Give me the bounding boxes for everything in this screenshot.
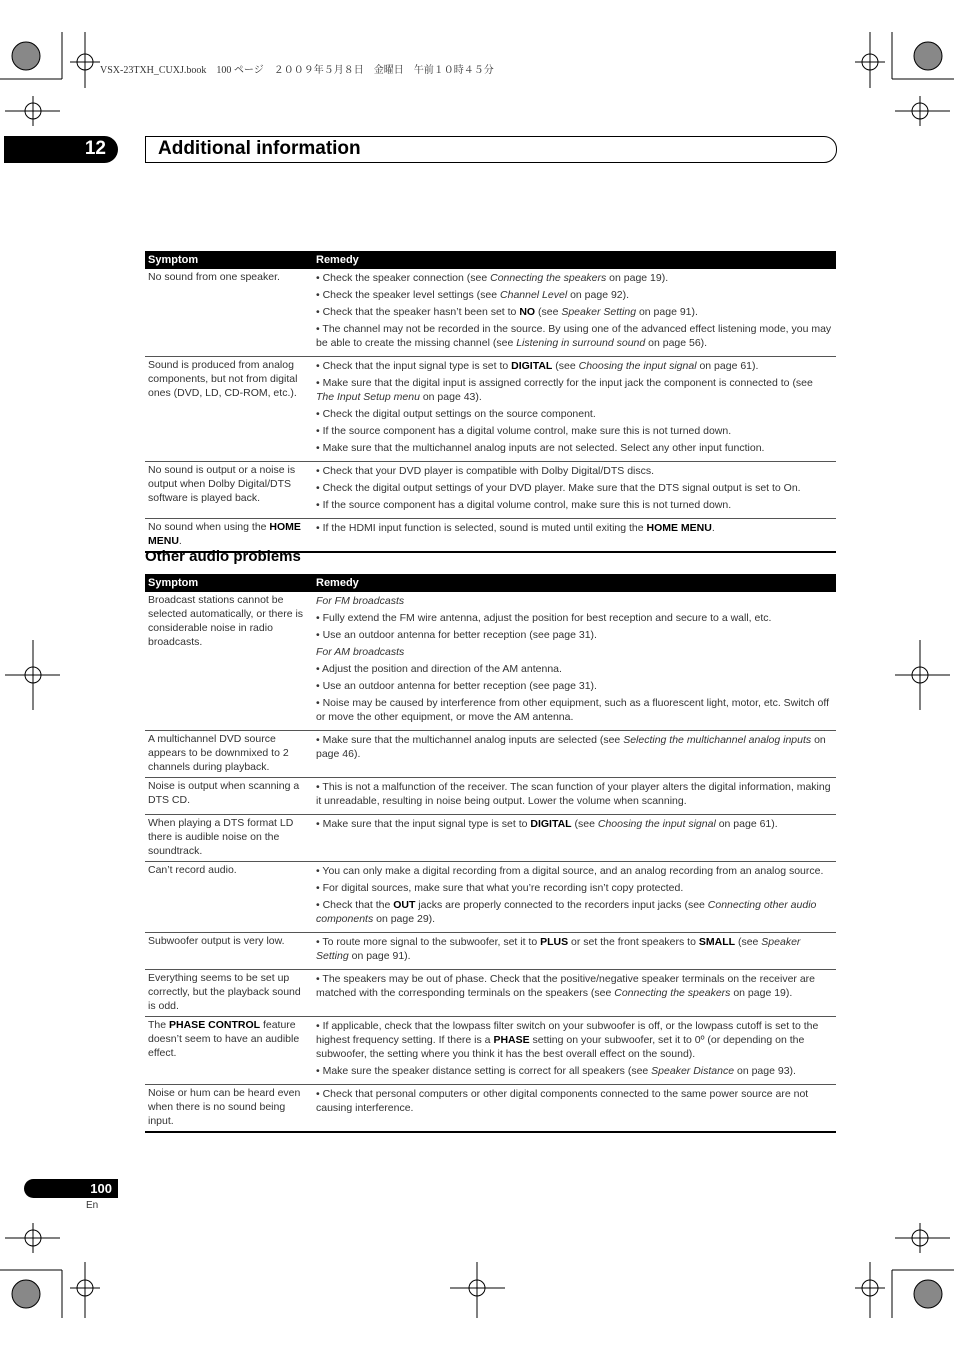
remedy-item: • Make sure the speaker distance setting is correct for all speakers (see Speaker Distance on page 93). — [316, 1065, 796, 1077]
remedy-header: Remedy — [313, 574, 836, 592]
table-row — [145, 269, 836, 357]
symptom-header: Symptom — [145, 574, 313, 592]
symptom-cell: No sound from one speaker. — [145, 269, 313, 357]
remedy-cell — [313, 592, 836, 731]
symptom-cell: When playing a DTS format LD there is audible noise on the soundtrack. — [145, 815, 313, 862]
symptom-cell: Broadcast stations cannot be selected automatically, or there is considerable noise in radio broadcasts. — [145, 592, 313, 731]
reference-link-text: Connecting other audio components — [316, 899, 817, 925]
reference-link-text: Connecting the speakers — [614, 987, 731, 999]
remedy-item — [316, 645, 833, 659]
remedy-item: • If the source component has a digital volume control, make sure this is not turned down. — [316, 425, 732, 437]
remedy-item: • Check that the speaker hasn’t been set to NO (see Speaker Setting on page 91). — [316, 306, 698, 318]
remedy-cell — [313, 519, 836, 553]
reference-link-text: Listening in surround sound — [516, 337, 646, 349]
bold-term: PHASE CONTROL — [169, 1019, 261, 1031]
chapter-badge — [4, 136, 118, 163]
remedy-item: • Make sure that the multichannel analog inputs are selected (see Selecting the multichannel analog inputs on page 46). — [316, 734, 826, 760]
remedy-item: • Make sure that the multichannel analog inputs are not selected. Select any other input function. — [316, 442, 765, 454]
reference-link-text: Choosing the input signal — [578, 360, 697, 372]
reference-link-text: For AM broadcasts — [316, 646, 405, 658]
bold-term: NO — [519, 306, 536, 318]
remedy-cell — [313, 933, 836, 970]
remedy-item: • The speakers may be out of phase. Check that the positive/negative speaker terminals on the receiver are matched with the corresponding terminals on the speakers (see Connecting the speakers on page 19). — [316, 973, 816, 999]
reference-link-text: Choosing the input signal — [597, 818, 716, 830]
remedy-item: • Noise may be caused by interference from other equipment, such as a fluorescent light, motor, etc. Switch off or move the other equipment, or move the AM antenna. — [316, 697, 829, 723]
symptom-cell: Can’t record audio. — [145, 862, 313, 933]
reference-link-text: Connecting the speakers — [490, 272, 607, 284]
symptom-table-1 — [145, 251, 836, 553]
remedy-item: • To route more signal to the subwoofer, set it to PLUS or set the front speakers to SMALL (see Speaker Setting on page 91). — [316, 936, 801, 962]
remedy-item: • Make sure that the input signal type is set to DIGITAL (see Choosing the input signal on page 61). — [316, 818, 778, 830]
page-number-badge — [24, 1179, 118, 1198]
remedy-item: • Check the digital output settings of your DVD player. Make sure that the DTS signal output is set to On. — [316, 482, 801, 494]
table-row — [145, 462, 836, 519]
symptom-table-2 — [145, 574, 836, 1133]
table-row — [145, 933, 836, 970]
remedy-cell — [313, 731, 836, 778]
symptom-header: Symptom — [145, 251, 313, 269]
table-row — [145, 731, 836, 778]
remedy-cell — [313, 462, 836, 519]
page-language: En — [86, 1200, 99, 1211]
chapter-title: Additional information — [158, 138, 361, 159]
remedy-item: • Use an outdoor antenna for better reception (see page 31). — [316, 680, 597, 692]
bold-term: HOME MENU — [646, 522, 712, 534]
remedy-cell — [313, 862, 836, 933]
remedy-cell — [313, 970, 836, 1017]
remedy-cell — [313, 778, 836, 815]
reference-link-text: Selecting the multichannel analog inputs — [623, 734, 812, 746]
reference-link-text: For FM broadcasts — [316, 595, 405, 607]
table-row — [145, 815, 836, 862]
symptom-cell: Noise is output when scanning a DTS CD. — [145, 778, 313, 815]
remedy-item: • Adjust the position and direction of the AM antenna. — [316, 663, 562, 675]
reference-link-text: Speaker Setting — [316, 936, 801, 962]
remedy-cell — [313, 269, 836, 357]
bold-term: PHASE — [493, 1034, 530, 1046]
remedy-cell — [313, 1085, 836, 1133]
table-row — [145, 970, 836, 1017]
symptom-cell: Noise or hum can be heard even when there is no sound being input. — [145, 1085, 313, 1133]
table-row — [145, 862, 836, 933]
remedy-item: • Check that your DVD player is compatible with Dolby Digital/DTS discs. — [316, 465, 655, 477]
bold-term: DIGITAL — [530, 818, 572, 830]
table-row — [145, 1085, 836, 1133]
remedy-item: • Make sure that the digital input is assigned correctly for the input jack the component is connected to (see The Input Setup menu on page 43). — [316, 377, 813, 403]
remedy-item: • Fully extend the FM wire antenna, adjust the position for best reception and secure to a wall, etc. — [316, 612, 772, 624]
bold-term: DIGITAL — [511, 360, 553, 372]
table-row — [145, 778, 836, 815]
symptom-cell: No sound when using the HOME MENU. — [145, 519, 313, 553]
remedy-item: • If applicable, check that the lowpass filter switch on your subwoofer is off, or the lowpass cutoff is set to the highest frequency setting. If there is a PHASE setting on your subwoofer, set it to 0º (or depending on the subwoofer, the setting where you think it has the best overall effect on the sound). — [316, 1020, 819, 1060]
remedy-item: • Check the speaker level settings (see Channel Level on page 92). — [316, 289, 630, 301]
symptom-cell: No sound is output or a noise is output when Dolby Digital/DTS software is played back. — [145, 462, 313, 519]
table-row — [145, 1017, 836, 1085]
bold-term: OUT — [393, 899, 416, 911]
reference-link-text: Channel Level — [500, 289, 568, 301]
section-title-other-audio: Other audio problems — [145, 548, 301, 565]
table-row — [145, 357, 836, 462]
remedy-cell — [313, 815, 836, 862]
remedy-item: • Check the digital output settings on the source component. — [316, 408, 596, 420]
remedy-item: • Check that the input signal type is set to DIGITAL (see Choosing the input signal on page 61). — [316, 360, 759, 372]
chapter-title-box — [145, 136, 837, 163]
remedy-item: • If the source component has a digital volume control, make sure this is not turned down. — [316, 499, 732, 511]
reference-link-text: Speaker Distance — [651, 1065, 735, 1077]
symptom-cell: Everything seems to be set up correctly, but the playback sound is odd. — [145, 970, 313, 1017]
page-number: 100 — [90, 1181, 112, 1196]
symptom-cell: A multichannel DVD source appears to be downmixed to 2 channels during playback. — [145, 731, 313, 778]
symptom-cell: The PHASE CONTROL feature doesn’t seem to have an audible effect. — [145, 1017, 313, 1085]
remedy-item: • For digital sources, make sure that what you’re recording isn’t copy protected. — [316, 882, 684, 894]
remedy-item: • This is not a malfunction of the receiver. The scan function of your player alters the digital information, making it unreadable, resulting in noise being output. Lower the volume when scanning. — [316, 781, 831, 807]
reference-link-text: The Input Setup menu — [316, 391, 420, 403]
remedy-item — [316, 594, 833, 608]
remedy-header: Remedy — [313, 251, 836, 269]
bold-term: HOME MENU — [148, 521, 301, 547]
chapter-number: 12 — [84, 138, 106, 159]
remedy-cell — [313, 1017, 836, 1085]
print-header: VSX-23TXH_CUXJ.book 100 ページ ２００９年５月８日 金曜日 午前１０時４５分 — [100, 65, 494, 76]
remedy-item: • Check that the OUT jacks are properly connected to the recorders input jacks (see Connecting other audio components on page 29). — [316, 899, 817, 925]
remedy-item: • Check that personal computers or other digital components connected to the same power source are not causing interference. — [316, 1088, 809, 1114]
symptom-cell: Subwoofer output is very low. — [145, 933, 313, 970]
remedy-item: • If the HDMI input function is selected, sound is muted until exiting the HOME MENU. — [316, 522, 715, 534]
remedy-item: • Use an outdoor antenna for better reception (see page 31). — [316, 629, 597, 641]
bold-term: PLUS — [540, 936, 569, 948]
reference-link-text: Speaker Setting — [561, 306, 637, 318]
remedy-item: • The channel may not be recorded in the source. By using one of the advanced effect listening mode, you may be able to create the missing channel (see Listening in surround sound on page 56). — [316, 323, 832, 349]
remedy-item: • Check the speaker connection (see Connecting the speakers on page 19). — [316, 272, 669, 284]
remedy-item: • You can only make a digital recording from a digital source, and an analog recording from an analog source. — [316, 865, 824, 877]
symptom-cell: Sound is produced from analog components, but not from digital ones (DVD, LD, CD-ROM, etc.). — [145, 357, 313, 462]
bold-term: SMALL — [698, 936, 736, 948]
table-row — [145, 519, 836, 553]
table-row — [145, 592, 836, 731]
remedy-cell — [313, 357, 836, 462]
